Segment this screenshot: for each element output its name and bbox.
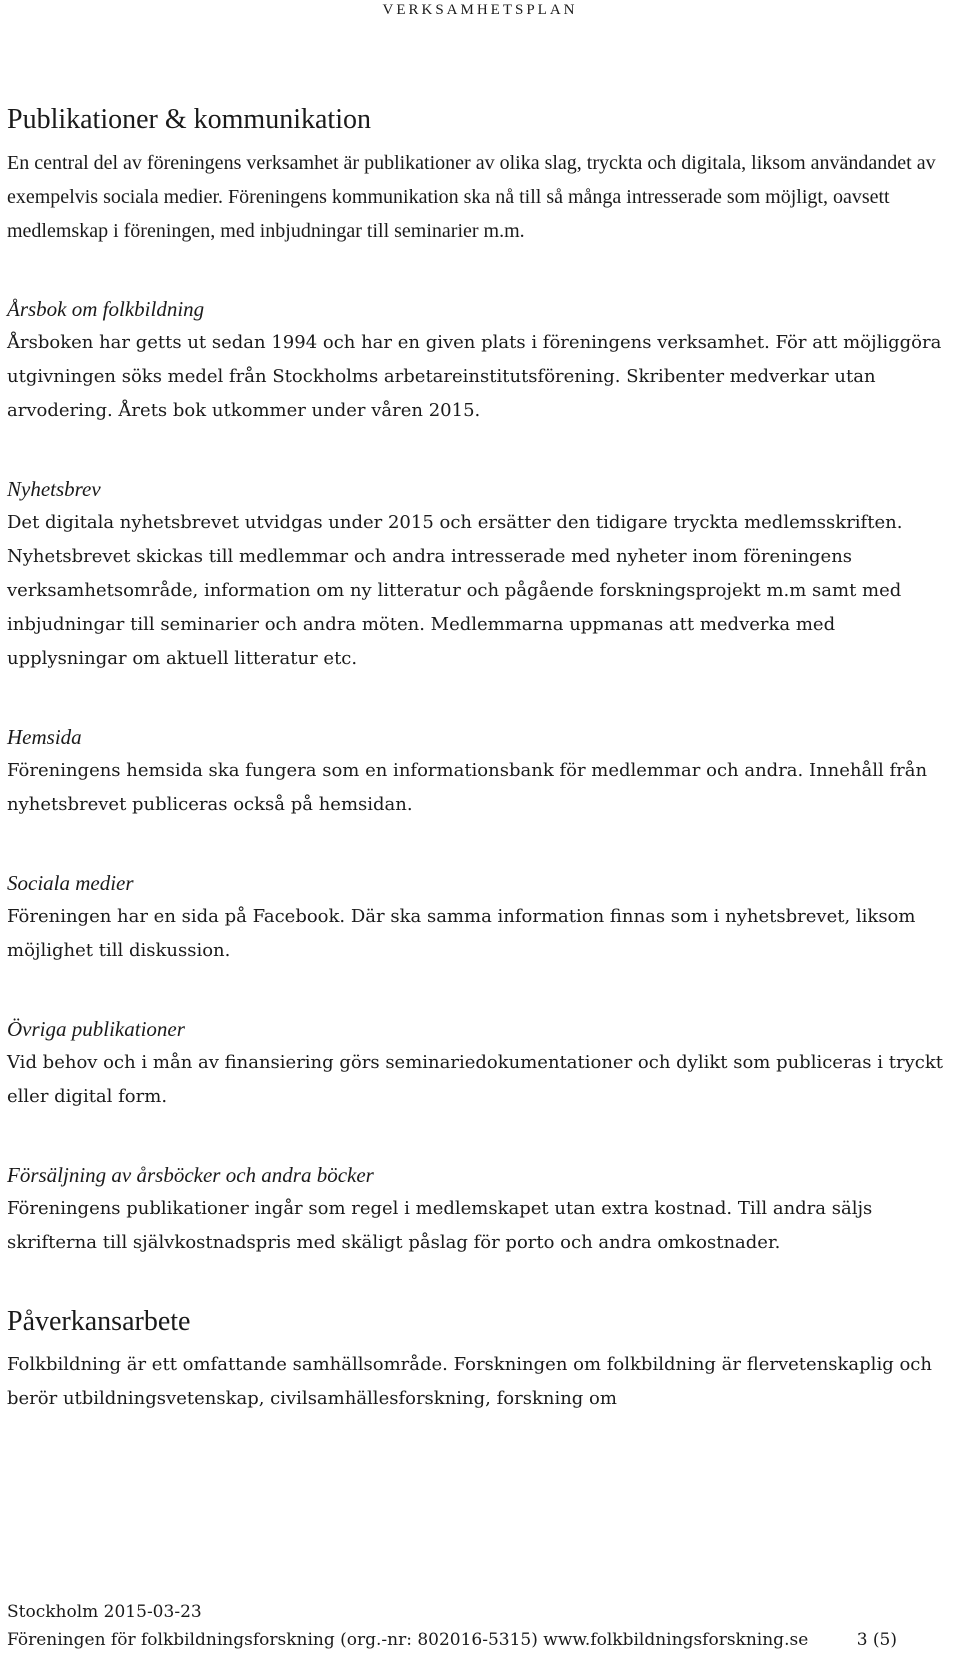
paragraph-sociala-medier: Föreningen har en sida på Facebook. Där ska samma information finnas som i nyhetsbrevet, liksom möjlighet till diskussion.: [7, 906, 916, 961]
paragraph-nyhetsbrev: Det digitala nyhetsbrevet utvidgas under 2015 och ersätter den tidigare tryckta medlemsskriften. Nyhetsbrevet skickas till medlemmar och andra intresserade med nyheter inom föreningens verksamhetsområde, information om ny litteratur och pågående forskningsprojekt m.m samt med inbjudningar till seminarier och andra möten. Medlemmarna uppmanas att medverka med upplysningar om aktuell litteratur etc.: [7, 512, 903, 669]
subheading-sociala-medier: Sociala medier: [7, 871, 134, 895]
paragraph-publikationer-intro: En central del av föreningens verksamhet är publikationer av olika slag, tryckta och digitala, liksom användandet av exempelvis sociala medier. Föreningens kommunikation ska nå till så många intresserade som möjligt, oavsett medlemskap i föreningen, med inbjudningar till seminarier m.m.: [7, 152, 936, 242]
running-header: VERKSAMHETSPLAN: [382, 2, 578, 18]
subheading-ovriga-publikationer: Övriga publikationer: [7, 1017, 185, 1041]
paragraph-ovriga-publikationer: Vid behov och i mån av finansiering görs seminariedokumentationer och dylikt som publiceras i tryckt eller digital form.: [7, 1052, 943, 1107]
section-title-publikationer: Publikationer & kommunikation: [7, 104, 371, 135]
footer-organization: Föreningen för folkbildningsforskning (org.-nr: 802016-5315) www.folkbildningsforskning.se: [7, 1630, 809, 1650]
page-footer: [7, 1598, 947, 1654]
paragraph-arsbok: Årsboken har getts ut sedan 1994 och har en given plats i föreningens verksamhet. För att möjliggöra utgivningen söks medel från Stockholms arbetareinstitutsförening. Skribenter medverkar utan arvodering. Årets bok utkommer under våren 2015.: [7, 332, 942, 421]
page-content: [7, 102, 947, 1416]
section-title-paverkansarbete: Påverkansarbete: [7, 1306, 191, 1337]
subheading-forsaljning: Försäljning av årsböcker och andra böcker: [7, 1163, 374, 1187]
subheading-nyhetsbrev: Nyhetsbrev: [7, 477, 101, 501]
page-number: 3 (5): [856, 1630, 897, 1650]
footer-place-date: Stockholm 2015-03-23: [7, 1602, 202, 1622]
subheading-hemsida: Hemsida: [7, 725, 82, 749]
paragraph-paverkansarbete: Folkbildning är ett omfattande samhällsområde. Forskningen om folkbildning är flervetenskaplig och berör utbildningsvetenskap, civilsamhällesforskning, forskning om: [7, 1354, 932, 1409]
paragraph-hemsida: Föreningens hemsida ska fungera som en informationsbank för medlemmar och andra. Innehåll från nyhetsbrevet publiceras också på hemsidan.: [7, 760, 928, 815]
paragraph-forsaljning: Föreningens publikationer ingår som regel i medlemskapet utan extra kostnad. Till andra säljs skrifterna till självkostnadspris med skäligt påslag för porto och andra omkostnader.: [7, 1198, 873, 1253]
subheading-arsbok: Årsbok om folkbildning: [7, 297, 205, 321]
